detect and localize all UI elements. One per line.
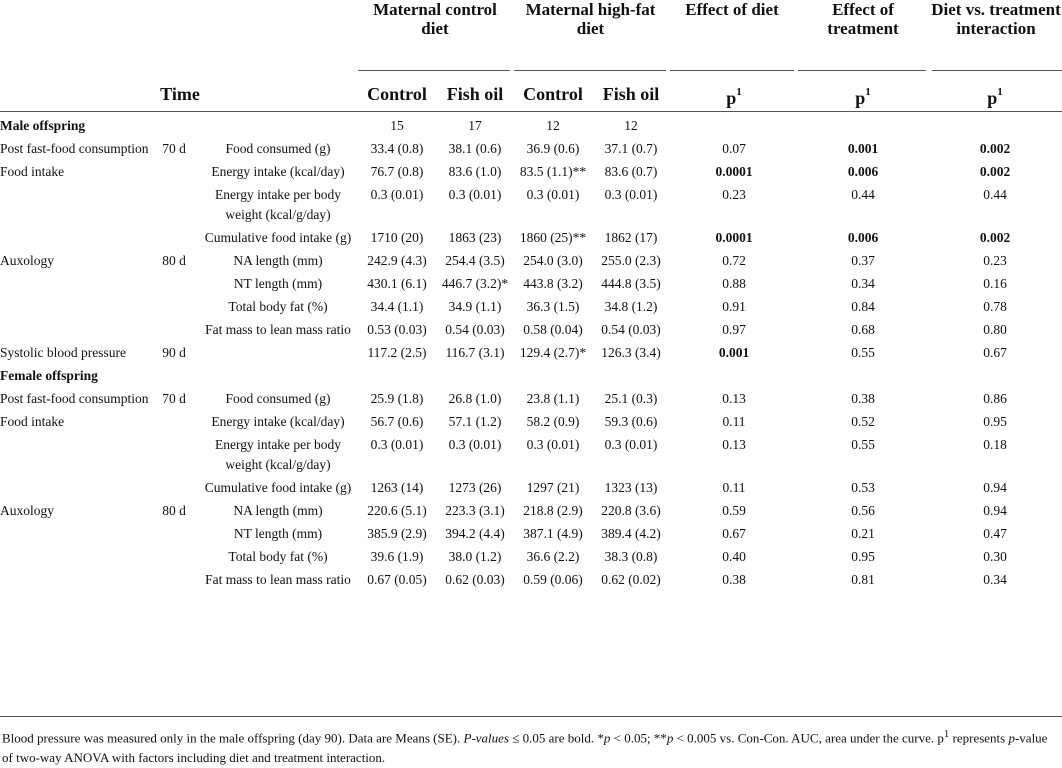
highfat-diet-fishoil-cell: 0.3 (0.01) <box>604 187 658 202</box>
p-treatment-cell: 0.37 <box>851 253 875 268</box>
row-spacer <box>0 590 1062 593</box>
p-diet-cell: 0.07 <box>722 141 746 156</box>
control-diet-fishoil-cell: 1273 (26) <box>448 480 502 495</box>
row-label: Food intake <box>0 414 65 429</box>
time-cell <box>150 366 198 386</box>
row-label: Post fast-food consumption <box>0 391 149 406</box>
highfat-diet-fishoil-cell: 25.1 (0.3) <box>604 391 658 406</box>
p-treatment-cell: 0.53 <box>851 480 875 495</box>
time-cell <box>150 228 198 248</box>
p-treatment-cell: 0.34 <box>851 276 875 291</box>
measure-cell: Fat mass to lean mass ratio <box>205 572 351 587</box>
header-p-treatment: $p^1$ <box>855 86 871 108</box>
table-row <box>0 524 1062 544</box>
measure-cell: Cumulative food intake (g) <box>204 480 352 495</box>
control-diet-fishoil-cell: 26.8 (1.0) <box>448 391 502 406</box>
p-diet-cell: 0.11 <box>722 414 746 429</box>
table-row <box>0 570 1062 590</box>
p-treatment-cell: 0.56 <box>851 503 875 518</box>
measure-cell: Energy intake per body weight (kcal/g/day) <box>214 187 342 222</box>
highfat-diet-fishoil-cell: 0.62 (0.02) <box>601 572 661 587</box>
control-diet-fishoil-cell: 34.9 (1.1) <box>448 299 502 314</box>
measure-cell <box>198 366 358 386</box>
control-diet-control-cell: 430.1 (6.1) <box>367 276 427 291</box>
control-diet-control-cell <box>358 366 436 386</box>
control-diet-control-cell: 0.53 (0.03) <box>367 322 427 337</box>
table-row <box>0 478 1062 498</box>
p-treatment-cell <box>798 116 928 136</box>
measure-cell: Total body fat (%) <box>228 549 328 564</box>
p-interaction-cell: 0.23 <box>983 253 1007 268</box>
row-label <box>0 570 150 590</box>
p-diet-cell <box>670 366 798 386</box>
section-row <box>0 116 1062 136</box>
time-cell <box>150 435 198 475</box>
p-diet-cell: 0.72 <box>722 253 746 268</box>
highfat-diet-control-cell: 58.2 (0.9) <box>526 414 580 429</box>
highfat-diet-fishoil-cell: 34.8 (1.2) <box>604 299 658 314</box>
row-label <box>0 274 150 294</box>
time-cell <box>150 185 198 225</box>
highfat-diet-fishoil-cell <box>592 366 670 386</box>
highfat-diet-control-cell: 36.3 (1.5) <box>526 299 580 314</box>
control-diet-control-cell: 117.2 (2.5) <box>367 345 427 360</box>
highfat-diet-fishoil-cell: 389.4 (4.2) <box>601 526 661 541</box>
p-interaction-cell: 0.94 <box>983 480 1007 495</box>
section-row <box>0 366 1062 386</box>
control-diet-control-cell: 34.4 (1.1) <box>370 299 424 314</box>
p-diet-cell: 0.91 <box>722 299 746 314</box>
highfat-diet-fishoil-cell: 255.0 (2.3) <box>601 253 661 268</box>
header-p-interaction: $p^1$ <box>987 86 1003 108</box>
p-interaction-cell: 0.67 <box>983 345 1007 360</box>
time-cell: 70 d <box>162 391 186 406</box>
time-cell <box>150 478 198 498</box>
control-diet-fishoil-cell: 38.0 (1.2) <box>448 549 502 564</box>
control-diet-control-cell: 15 <box>390 118 404 133</box>
p-interaction-cell: 0.30 <box>983 549 1007 564</box>
time-cell <box>150 162 198 182</box>
highfat-diet-control-cell: 1860 (25)** <box>519 230 587 245</box>
control-diet-fishoil-cell: 116.7 (3.1) <box>445 345 505 360</box>
p-interaction-cell: 0.80 <box>983 322 1007 337</box>
table-row <box>0 251 1062 271</box>
data-table <box>0 116 1062 593</box>
row-label: Auxology <box>0 253 54 268</box>
row-label <box>0 320 150 340</box>
control-diet-control-cell: 0.67 (0.05) <box>367 572 427 587</box>
highfat-diet-control-cell: 36.6 (2.2) <box>526 549 580 564</box>
measure-cell: Food consumed (g) <box>225 391 331 406</box>
header-fishoil-1: Fish oil <box>446 84 504 104</box>
measure-cell <box>198 343 358 363</box>
time-cell <box>150 412 198 432</box>
highfat-diet-fishoil-cell: 0.3 (0.01) <box>604 437 658 452</box>
p-diet-cell: 0.0001 <box>715 164 753 179</box>
p-treatment-cell: 0.55 <box>851 437 875 452</box>
highfat-diet-fishoil-cell: 444.8 (3.5) <box>601 276 661 291</box>
footnote: Blood pressure was measured only in the male offspring (day 90). Data are Means (SE). P-values ≤ 0.05 are bold. *p < 0.05; **p < 0.005 vs. Con-Con. AUC, area under the curve. $p^1$ represents p-value of two-way ANOVA with factors including diet and treatment interaction. <box>2 728 1048 766</box>
table-row <box>0 412 1062 432</box>
p-diet-cell: 0.001 <box>718 345 750 360</box>
header-control-1: Control <box>367 84 427 104</box>
table-row <box>0 185 1062 225</box>
control-diet-control-cell: 25.9 (1.8) <box>370 391 424 406</box>
control-diet-control-cell: 220.6 (5.1) <box>367 503 427 518</box>
control-diet-control-cell: 33.4 (0.8) <box>370 141 424 156</box>
header-group-rule <box>798 70 926 71</box>
measure-cell: Energy intake per body weight (kcal/g/day) <box>214 437 342 472</box>
row-label <box>0 435 150 475</box>
control-diet-control-cell: 1710 (20) <box>370 230 424 245</box>
header-group-rule <box>670 70 794 71</box>
time-cell <box>150 320 198 340</box>
table-bottom-rule <box>0 716 1062 717</box>
time-cell <box>150 116 198 136</box>
p-diet-cell: 0.97 <box>722 322 746 337</box>
measure-cell: Fat mass to lean mass ratio <box>205 322 351 337</box>
p-diet-cell: 0.88 <box>722 276 746 291</box>
control-diet-control-cell: 76.7 (0.8) <box>370 164 424 179</box>
row-label: Auxology <box>0 503 54 518</box>
p-interaction-cell: 0.47 <box>983 526 1007 541</box>
measure-cell: Energy intake (kcal/day) <box>211 164 345 179</box>
p-diet-cell: 0.59 <box>722 503 746 518</box>
p-interaction-cell: 0.002 <box>979 164 1011 179</box>
measure-cell: Food consumed (g) <box>225 141 331 156</box>
p-interaction-cell: 0.18 <box>983 437 1007 452</box>
row-label: Post fast-food consumption <box>0 141 149 156</box>
row-label <box>0 547 150 567</box>
header-control-2: Control <box>523 84 583 104</box>
p-treatment-cell: 0.44 <box>851 187 875 202</box>
p-diet-cell: 0.67 <box>722 526 746 541</box>
highfat-diet-control-cell: 0.3 (0.01) <box>526 187 580 202</box>
row-label: Female offspring <box>0 368 98 383</box>
highfat-diet-fishoil-cell: 0.54 (0.03) <box>601 322 661 337</box>
table-body <box>0 116 1062 593</box>
control-diet-fishoil-cell: 0.3 (0.01) <box>448 187 502 202</box>
p-treatment-cell: 0.52 <box>851 414 875 429</box>
header-group-rule <box>932 70 1062 71</box>
control-diet-control-cell: 0.3 (0.01) <box>370 437 424 452</box>
p-diet-cell: 0.13 <box>722 391 746 406</box>
measure-cell: NT length (mm) <box>233 276 323 291</box>
control-diet-fishoil-cell: 0.3 (0.01) <box>448 437 502 452</box>
control-diet-fishoil-cell: 83.6 (1.0) <box>448 164 502 179</box>
p-interaction-cell: 0.002 <box>979 230 1011 245</box>
table-row <box>0 297 1062 317</box>
table-row <box>0 162 1062 182</box>
row-label <box>0 524 150 544</box>
control-diet-control-cell: 1263 (14) <box>370 480 424 495</box>
header-group-rule <box>514 70 666 71</box>
p-interaction-cell: 0.94 <box>983 503 1007 518</box>
control-diet-fishoil-cell: 394.2 (4.4) <box>445 526 505 541</box>
control-diet-fishoil-cell: 254.4 (3.5) <box>445 253 505 268</box>
table-row <box>0 343 1062 363</box>
table-row <box>0 320 1062 340</box>
p-treatment-cell: 0.68 <box>851 322 875 337</box>
highfat-diet-fishoil-cell: 83.6 (0.7) <box>604 164 658 179</box>
measure-cell: NT length (mm) <box>233 526 323 541</box>
p-interaction-cell: 0.44 <box>983 187 1007 202</box>
p-treatment-cell: 0.81 <box>851 572 875 587</box>
control-diet-fishoil-cell: 57.1 (1.2) <box>448 414 502 429</box>
p-interaction-cell: 0.16 <box>983 276 1007 291</box>
table-row <box>0 139 1062 159</box>
highfat-diet-control-cell: 36.9 (0.6) <box>526 141 580 156</box>
measure-cell: NA length (mm) <box>233 503 323 518</box>
highfat-diet-fishoil-cell: 37.1 (0.7) <box>604 141 658 156</box>
row-label: Systolic blood pressure <box>0 345 126 360</box>
measure-cell <box>198 116 358 136</box>
header-maternal-control: Maternal control diet <box>373 0 497 38</box>
header-group-rule <box>358 70 510 71</box>
p-treatment-cell: 0.84 <box>851 299 875 314</box>
p-interaction-cell: 0.34 <box>983 572 1007 587</box>
header-maternal-highfat: Maternal high-fat diet <box>525 0 656 38</box>
time-cell: 90 d <box>162 345 186 360</box>
highfat-diet-control-cell: 1297 (21) <box>526 480 580 495</box>
p-treatment-cell <box>798 366 928 386</box>
highfat-diet-fishoil-cell: 220.8 (3.6) <box>601 503 661 518</box>
p-treatment-cell: 0.95 <box>851 549 875 564</box>
control-diet-control-cell: 385.9 (2.9) <box>367 526 427 541</box>
table-row <box>0 435 1062 475</box>
control-diet-fishoil-cell: 223.3 (3.1) <box>445 503 505 518</box>
p-interaction-cell: 0.002 <box>979 141 1011 156</box>
control-diet-control-cell: 0.3 (0.01) <box>370 187 424 202</box>
highfat-diet-control-cell: 443.8 (3.2) <box>523 276 583 291</box>
measure-cell: NA length (mm) <box>233 253 323 268</box>
p-interaction-cell <box>928 366 1062 386</box>
header-p-diet: $p^1$ <box>726 86 742 108</box>
header-interaction: Diet vs. treatment interaction <box>931 0 1061 38</box>
header-effect-diet: Effect of diet <box>685 0 779 19</box>
row-label: Food intake <box>0 164 65 179</box>
p-diet-cell: 0.13 <box>722 437 746 452</box>
row-label <box>0 185 150 225</box>
highfat-diet-fishoil-cell: 1323 (13) <box>604 480 658 495</box>
p-interaction-cell <box>928 116 1062 136</box>
p-treatment-cell: 0.55 <box>851 345 875 360</box>
time-cell: 80 d <box>162 503 186 518</box>
header-effect-treatment: Effect of treatment <box>827 0 899 38</box>
p-treatment-cell: 0.006 <box>847 230 879 245</box>
p-interaction-cell: 0.86 <box>983 391 1007 406</box>
p-treatment-cell: 0.21 <box>851 526 875 541</box>
p-diet-cell: 0.11 <box>722 480 746 495</box>
highfat-diet-control-cell: 0.59 (0.06) <box>523 572 583 587</box>
highfat-diet-fishoil-cell: 1862 (17) <box>604 230 658 245</box>
p-treatment-cell: 0.006 <box>847 164 879 179</box>
highfat-diet-fishoil-cell: 12 <box>624 118 638 133</box>
control-diet-fishoil-cell: 17 <box>468 118 482 133</box>
control-diet-fishoil-cell: 0.54 (0.03) <box>445 322 505 337</box>
control-diet-fishoil-cell: 446.7 (3.2)* <box>441 276 509 291</box>
header-bottom-rule <box>0 111 1062 112</box>
highfat-diet-control-cell: 23.8 (1.1) <box>526 391 580 406</box>
time-cell <box>150 524 198 544</box>
p-diet-cell: 0.23 <box>722 187 746 202</box>
highfat-diet-fishoil-cell: 59.3 (0.6) <box>604 414 658 429</box>
p-diet-cell: 0.40 <box>722 549 746 564</box>
highfat-diet-control-cell: 129.4 (2.7)* <box>519 345 587 360</box>
time-cell <box>150 570 198 590</box>
measure-cell: Cumulative food intake (g) <box>204 230 352 245</box>
p-diet-cell: 0.38 <box>722 572 746 587</box>
measure-cell: Total body fat (%) <box>228 299 328 314</box>
control-diet-fishoil-cell: 1863 (23) <box>448 230 502 245</box>
table-row <box>0 501 1062 521</box>
p-interaction-cell: 0.78 <box>983 299 1007 314</box>
table-row <box>0 274 1062 294</box>
measure-cell: Energy intake (kcal/day) <box>211 414 345 429</box>
time-cell: 70 d <box>162 141 186 156</box>
highfat-diet-fishoil-cell: 126.3 (3.4) <box>601 345 661 360</box>
control-diet-control-cell: 39.6 (1.9) <box>370 549 424 564</box>
highfat-diet-fishoil-cell: 38.3 (0.8) <box>604 549 658 564</box>
control-diet-fishoil-cell: 0.62 (0.03) <box>445 572 505 587</box>
p-diet-cell <box>670 116 798 136</box>
p-treatment-cell: 0.38 <box>851 391 875 406</box>
p-diet-cell: 0.0001 <box>715 230 753 245</box>
header-fishoil-2: Fish oil <box>602 84 660 104</box>
highfat-diet-control-cell <box>514 366 592 386</box>
row-label <box>0 478 150 498</box>
row-label <box>0 228 150 248</box>
control-diet-fishoil-cell: 38.1 (0.6) <box>448 141 502 156</box>
p-interaction-cell: 0.95 <box>983 414 1007 429</box>
highfat-diet-control-cell: 83.5 (1.1)** <box>519 164 587 179</box>
header-time: Time <box>160 84 200 104</box>
row-label: Male offspring <box>0 118 86 133</box>
control-diet-control-cell: 56.7 (0.6) <box>370 414 424 429</box>
highfat-diet-control-cell: 0.3 (0.01) <box>526 437 580 452</box>
time-cell <box>150 547 198 567</box>
row-spacer-cell <box>0 590 1062 593</box>
control-diet-fishoil-cell <box>436 366 514 386</box>
highfat-diet-control-cell: 254.0 (3.0) <box>523 253 583 268</box>
highfat-diet-control-cell: 12 <box>546 118 560 133</box>
highfat-diet-control-cell: 218.8 (2.9) <box>523 503 583 518</box>
table-row <box>0 547 1062 567</box>
highfat-diet-control-cell: 387.1 (4.9) <box>523 526 583 541</box>
table-row <box>0 389 1062 409</box>
row-label <box>0 297 150 317</box>
time-cell <box>150 274 198 294</box>
time-cell: 80 d <box>162 253 186 268</box>
control-diet-control-cell: 242.9 (4.3) <box>367 253 427 268</box>
highfat-diet-control-cell: 0.58 (0.04) <box>523 322 583 337</box>
table-row <box>0 228 1062 248</box>
time-cell <box>150 297 198 317</box>
p-treatment-cell: 0.001 <box>847 141 879 156</box>
